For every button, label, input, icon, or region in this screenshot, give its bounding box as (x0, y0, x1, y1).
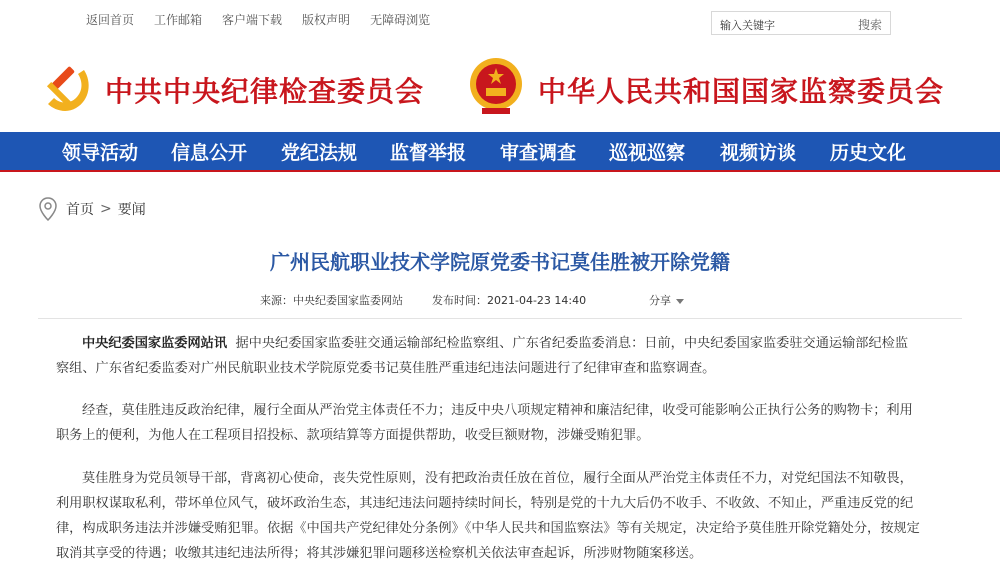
nav-item-info[interactable]: 信息公开 (171, 142, 248, 164)
site-header (0, 40, 1000, 134)
search-button[interactable]: 搜索 (857, 18, 882, 32)
national-emblem-icon[interactable] (468, 56, 524, 116)
breadcrumb-home[interactable]: 首页 (66, 202, 94, 218)
link-home[interactable]: 返回首页 (86, 13, 135, 27)
nav-item-investigation[interactable]: 审查调查 (500, 142, 577, 164)
nav-item-regulations[interactable]: 党纪法规 (281, 142, 358, 164)
org-title-nsc[interactable]: 中华人民共和国国家监察委员会 (538, 75, 945, 108)
link-client-download[interactable]: 客户端下载 (222, 13, 283, 27)
main-nav (0, 132, 1000, 172)
location-pin-icon (38, 197, 58, 221)
breadcrumb (38, 197, 146, 221)
article-source: 来源：中央纪委国家监委网站 (260, 294, 403, 307)
article-title: 广州民航职业技术学院原党委书记莫佳胜被开除党籍 (270, 250, 730, 274)
link-mail[interactable]: 工作邮箱 (154, 13, 203, 27)
nav-item-inspection[interactable]: 巡视巡察 (609, 142, 686, 164)
breadcrumb-current[interactable]: 要闻 (117, 202, 146, 218)
nav-item-report[interactable]: 监督举报 (390, 142, 467, 164)
share-label: 分享 (649, 294, 671, 307)
link-copyright[interactable]: 版权声明 (302, 13, 351, 27)
nav-item-video[interactable]: 视频访谈 (720, 142, 797, 164)
search-box[interactable] (711, 11, 891, 35)
article-date: 发布时间：2021-04-23 14:40 (432, 294, 587, 307)
divider (38, 318, 962, 319)
article-paragraph-1 (56, 331, 920, 381)
top-links (86, 11, 450, 28)
article-paragraph-3: 莫佳胜身为党员领导干部，背离初心使命，丧失党性原则，没有把政治责任放在首位，履行全面从严治党主体责任不力，对党纪国法不知敬畏，利用职权谋取私利，带坏单位风气，破坏政治生态，其违纪违法问题持续时间长，特别是党的十九大后仍不收手、不收敛、不知止，严重违反党的纪律，构成职务违法并涉嫌受贿犯罪。依据《中国共产党纪律处分条例》《中华人民共和国监察法》等有关规定，决定给予莫佳胜开除党籍处分，按规定取消其享受的待遇；收缴其违纪违法所得；将其涉嫌犯罪问题移送检察机关依法审查起诉，所涉财物随案移送。 (56, 471, 920, 561)
search-input[interactable]: 输入关键字 (720, 19, 775, 32)
article-paragraph-1-text: 据中央纪委国家监委驻交通运输部纪检监察组、广东省纪委监委消息：日前，中央纪委国家监委驻交通运输部纪检监察组、广东省纪委监委对广州民航职业技术学院原党委书记莫佳胜严重违纪违法问题进行了纪律审查和监察调查。 (56, 336, 909, 376)
article-lead: 中央纪委国家监委网站讯 (82, 336, 228, 351)
breadcrumb-separator: > (100, 201, 112, 217)
top-utility-bar (0, 0, 1000, 40)
article-paragraph-2: 经查，莫佳胜违反政治纪律，履行全面从严治党主体责任不力；违反中央八项规定精神和廉洁纪律，收受可能影响公正执行公务的购物卡；利用职务上的便利，为他人在工程项目招投标、款项结算等方面提供帮助，收受巨额财物，涉嫌受贿犯罪。 (56, 403, 913, 443)
org-title-ccdi[interactable]: 中共中央纪律检查委员会 (105, 75, 425, 108)
share-button[interactable] (649, 292, 684, 308)
nav-item-history[interactable]: 历史文化 (830, 142, 907, 164)
chevron-down-icon (676, 299, 684, 304)
link-accessibility[interactable]: 无障碍浏览 (370, 13, 431, 27)
party-emblem-icon[interactable] (40, 60, 96, 116)
nav-item-leadership[interactable]: 领导活动 (62, 142, 139, 164)
